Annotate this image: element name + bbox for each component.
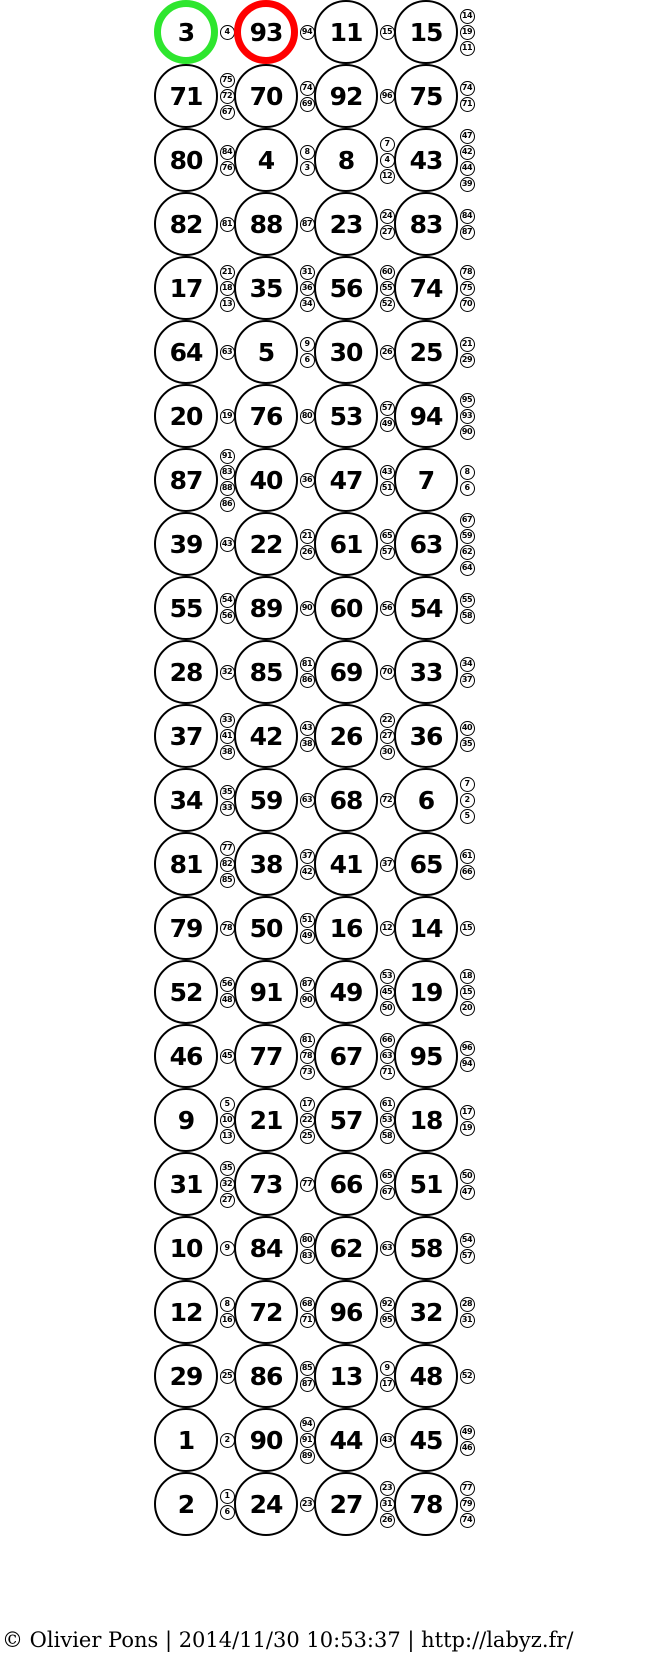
number-cell[interactable]: 85 (234, 640, 298, 704)
hint-number: 85 (300, 1361, 315, 1376)
number-cell[interactable]: 46 (154, 1024, 218, 1088)
hint-number: 23 (380, 1481, 395, 1496)
number-cell[interactable]: 15 (394, 0, 458, 64)
number-cell[interactable]: 6 (394, 768, 458, 832)
hint-number: 35 (220, 785, 235, 800)
hint-number: 70 (380, 665, 395, 680)
number-cell[interactable]: 74 (394, 256, 458, 320)
hint-number: 85 (220, 873, 235, 888)
hint-number: 62 (460, 545, 475, 560)
hint-number: 67 (380, 1185, 395, 1200)
hint-number: 79 (460, 1497, 475, 1512)
hint-number: 13 (220, 1129, 235, 1144)
number-cell[interactable]: 10 (154, 1216, 218, 1280)
hint-number: 88 (220, 481, 235, 496)
hint-number: 37 (380, 857, 395, 872)
hint-number: 35 (220, 1161, 235, 1176)
hint-number: 44 (460, 161, 475, 176)
number-cell[interactable]: 84 (234, 1216, 298, 1280)
hint-number: 73 (300, 1065, 315, 1080)
number-cell[interactable]: 82 (154, 192, 218, 256)
hint-number: 93 (460, 409, 475, 424)
hint-number: 11 (460, 41, 475, 56)
hint-number: 31 (380, 1497, 395, 1512)
number-cell[interactable]: 52 (154, 960, 218, 1024)
number-cell[interactable]: 47 (314, 448, 378, 512)
hint-number: 56 (380, 601, 395, 616)
hint-number: 28 (460, 1297, 475, 1312)
number-cell[interactable]: 64 (154, 320, 218, 384)
number-cell[interactable]: 4 (234, 128, 298, 192)
hint-number: 34 (460, 657, 475, 672)
hint-number: 77 (460, 1481, 475, 1496)
hint-number: 20 (460, 1001, 475, 1016)
number-cell[interactable]: 32 (394, 1280, 458, 1344)
hint-number: 6 (220, 1505, 235, 1520)
number-cell[interactable]: 9 (154, 1088, 218, 1152)
number-cell[interactable]: 78 (394, 1472, 458, 1536)
hint-number: 52 (460, 1369, 475, 1384)
hint-number: 38 (220, 745, 235, 760)
number-cell[interactable]: 79 (154, 896, 218, 960)
hint-number: 3 (300, 161, 315, 176)
number-cell[interactable]: 33 (394, 640, 458, 704)
hint-number: 94 (460, 1057, 475, 1072)
hint-number: 47 (460, 129, 475, 144)
hint-number: 31 (460, 1313, 475, 1328)
hint-number: 22 (380, 713, 395, 728)
hint-number: 67 (220, 105, 235, 120)
hint-number: 78 (460, 265, 475, 280)
hint-number: 50 (460, 1169, 475, 1184)
number-cell[interactable]: 89 (234, 576, 298, 640)
hint-number: 42 (460, 145, 475, 160)
number-cell[interactable]: 83 (394, 192, 458, 256)
hint-number: 7 (460, 777, 475, 792)
hint-number: 43 (220, 537, 235, 552)
hint-number: 90 (300, 601, 315, 616)
hint-number: 22 (300, 1113, 315, 1128)
number-cell[interactable]: 88 (234, 192, 298, 256)
number-cell[interactable]: 19 (394, 960, 458, 1024)
hint-number: 25 (220, 1369, 235, 1384)
hint-number: 56 (220, 609, 235, 624)
number-cell[interactable]: 49 (314, 960, 378, 1024)
hint-number: 63 (380, 1049, 395, 1064)
number-cell[interactable]: 16 (314, 896, 378, 960)
hint-number: 87 (300, 977, 315, 992)
number-cell[interactable]: 90 (234, 1408, 298, 1472)
hint-number: 66 (460, 865, 475, 880)
hint-number: 35 (460, 737, 475, 752)
number-cell[interactable]: 25 (394, 320, 458, 384)
number-cell[interactable]: 45 (394, 1408, 458, 1472)
hint-number: 27 (220, 1193, 235, 1208)
hint-number: 43 (300, 721, 315, 736)
number-cell[interactable]: 58 (394, 1216, 458, 1280)
hint-number: 26 (300, 545, 315, 560)
hint-number: 90 (460, 425, 475, 440)
hint-number: 16 (220, 1313, 235, 1328)
number-cell[interactable]: 36 (394, 704, 458, 768)
hint-number: 51 (380, 481, 395, 496)
hint-number: 26 (380, 345, 395, 360)
hint-number: 57 (460, 1249, 475, 1264)
number-cell[interactable]: 26 (314, 704, 378, 768)
hint-number: 87 (300, 1377, 315, 1392)
hint-number: 25 (300, 1129, 315, 1144)
hint-number: 5 (460, 809, 475, 824)
number-cell[interactable]: 54 (394, 576, 458, 640)
hint-number: 87 (460, 225, 475, 240)
hint-number: 74 (460, 1513, 475, 1528)
hint-number: 96 (380, 89, 395, 104)
hint-number: 77 (300, 1177, 315, 1192)
hint-number: 45 (380, 985, 395, 1000)
number-cell[interactable]: 2 (154, 1472, 218, 1536)
hint-number: 32 (220, 1177, 235, 1192)
hint-number: 19 (460, 25, 475, 40)
number-cell[interactable]: 22 (234, 512, 298, 576)
hint-number: 94 (300, 25, 315, 40)
hint-number: 6 (300, 353, 315, 368)
hint-number: 77 (220, 841, 235, 856)
number-cell[interactable]: 1 (154, 1408, 218, 1472)
number-cell[interactable]: 55 (154, 576, 218, 640)
hint-number: 78 (300, 1049, 315, 1064)
number-cell[interactable]: 5 (234, 320, 298, 384)
number-cell[interactable]: 21 (234, 1088, 298, 1152)
hint-number: 29 (460, 353, 475, 368)
number-cell[interactable]: 11 (314, 0, 378, 64)
hint-number: 84 (460, 209, 475, 224)
number-cell[interactable]: 12 (154, 1280, 218, 1344)
hint-number: 58 (460, 609, 475, 624)
hint-number: 15 (460, 921, 475, 936)
hint-number: 27 (380, 225, 395, 240)
number-cell[interactable]: 13 (314, 1344, 378, 1408)
hint-number: 53 (380, 1113, 395, 1128)
hint-number: 34 (300, 297, 315, 312)
hint-number: 8 (300, 145, 315, 160)
number-cell[interactable]: 39 (154, 512, 218, 576)
hint-number: 53 (380, 969, 395, 984)
number-cell[interactable]: 61 (314, 512, 378, 576)
hint-number: 57 (380, 545, 395, 560)
number-cell[interactable]: 71 (154, 64, 218, 128)
number-cell[interactable]: 8 (314, 128, 378, 192)
hint-number: 63 (220, 345, 235, 360)
hint-number: 30 (380, 745, 395, 760)
hint-number: 57 (380, 401, 395, 416)
hint-number: 86 (300, 673, 315, 688)
hint-number: 74 (300, 81, 315, 96)
hint-number: 78 (220, 921, 235, 936)
hint-number: 81 (220, 217, 235, 232)
hint-number: 75 (460, 281, 475, 296)
goal-cell[interactable]: 93 (234, 0, 298, 64)
hint-number: 49 (300, 929, 315, 944)
hint-number: 96 (460, 1041, 475, 1056)
hint-number: 21 (300, 529, 315, 544)
footer-credit: © Olivier Pons | 2014/11/30 10:53:37 | http://labyz.fr/ (2, 1628, 574, 1652)
number-cell[interactable]: 42 (234, 704, 298, 768)
hint-number: 76 (220, 161, 235, 176)
hint-number: 21 (220, 265, 235, 280)
number-cell[interactable]: 34 (154, 768, 218, 832)
number-cell[interactable]: 95 (394, 1024, 458, 1088)
hint-number: 90 (300, 993, 315, 1008)
hint-number: 19 (460, 1121, 475, 1136)
hint-number: 81 (300, 657, 315, 672)
number-cell[interactable]: 87 (154, 448, 218, 512)
number-cell[interactable]: 38 (234, 832, 298, 896)
hint-number: 39 (460, 177, 475, 192)
hint-number: 15 (460, 985, 475, 1000)
number-cell[interactable]: 57 (314, 1088, 378, 1152)
hint-number: 69 (300, 97, 315, 112)
hint-number: 75 (220, 73, 235, 88)
hint-number: 10 (220, 1113, 235, 1128)
hint-number: 19 (220, 409, 235, 424)
hint-number: 67 (460, 513, 475, 528)
number-cell[interactable]: 86 (234, 1344, 298, 1408)
number-cell[interactable]: 41 (314, 832, 378, 896)
hint-number: 7 (380, 137, 395, 152)
hint-number: 24 (380, 209, 395, 224)
hint-number: 21 (460, 337, 475, 352)
hint-number: 94 (300, 1417, 315, 1432)
hint-number: 89 (300, 1449, 315, 1464)
hint-number: 63 (380, 1241, 395, 1256)
hint-number: 71 (460, 97, 475, 112)
hint-number: 56 (220, 977, 235, 992)
number-cell[interactable]: 27 (314, 1472, 378, 1536)
number-cell[interactable]: 63 (394, 512, 458, 576)
number-cell[interactable]: 60 (314, 576, 378, 640)
hint-number: 8 (460, 465, 475, 480)
hint-number: 36 (300, 473, 315, 488)
number-cell[interactable]: 81 (154, 832, 218, 896)
hint-number: 37 (460, 673, 475, 688)
hint-number: 2 (460, 793, 475, 808)
number-cell[interactable]: 23 (314, 192, 378, 256)
number-cell[interactable]: 30 (314, 320, 378, 384)
hint-number: 71 (300, 1313, 315, 1328)
hint-number: 92 (380, 1297, 395, 1312)
hint-number: 32 (220, 665, 235, 680)
hint-number: 82 (220, 857, 235, 872)
hint-number: 5 (220, 1097, 235, 1112)
number-cell[interactable]: 94 (394, 384, 458, 448)
number-cell[interactable]: 67 (314, 1024, 378, 1088)
number-cell[interactable]: 20 (154, 384, 218, 448)
hint-number: 23 (300, 1497, 315, 1512)
hint-number: 41 (220, 729, 235, 744)
hint-number: 26 (380, 1513, 395, 1528)
hint-number: 43 (380, 1433, 395, 1448)
hint-number: 55 (460, 593, 475, 608)
hint-number: 49 (460, 1425, 475, 1440)
number-cell[interactable]: 29 (154, 1344, 218, 1408)
number-cell[interactable]: 70 (234, 64, 298, 128)
number-cell[interactable]: 14 (394, 896, 458, 960)
hint-number: 83 (300, 1249, 315, 1264)
number-cell[interactable]: 53 (314, 384, 378, 448)
hint-number: 60 (380, 265, 395, 280)
number-cell[interactable]: 35 (234, 256, 298, 320)
hint-number: 43 (380, 465, 395, 480)
hint-number: 68 (300, 1297, 315, 1312)
hint-number: 18 (220, 281, 235, 296)
number-cell[interactable]: 76 (234, 384, 298, 448)
hint-number: 14 (460, 9, 475, 24)
hint-number: 91 (220, 449, 235, 464)
hint-number: 9 (220, 1241, 235, 1256)
hint-number: 17 (380, 1377, 395, 1392)
hint-number: 4 (380, 153, 395, 168)
hint-number: 15 (380, 25, 395, 40)
hint-number: 50 (380, 1001, 395, 1016)
hint-number: 65 (380, 529, 395, 544)
hint-number: 95 (380, 1313, 395, 1328)
number-cell[interactable]: 24 (234, 1472, 298, 1536)
number-cell[interactable]: 18 (394, 1088, 458, 1152)
hint-number: 91 (300, 1433, 315, 1448)
hint-number: 33 (220, 801, 235, 816)
hint-number: 71 (380, 1065, 395, 1080)
number-cell[interactable]: 80 (154, 128, 218, 192)
hint-number: 46 (460, 1441, 475, 1456)
hint-number: 4 (220, 25, 235, 40)
hint-number: 31 (300, 265, 315, 280)
hint-number: 66 (380, 1033, 395, 1048)
hint-number: 27 (380, 729, 395, 744)
start-cell[interactable]: 3 (154, 0, 218, 64)
hint-number: 17 (300, 1097, 315, 1112)
number-cell[interactable]: 51 (394, 1152, 458, 1216)
number-cell[interactable]: 59 (234, 768, 298, 832)
hint-number: 70 (460, 297, 475, 312)
number-cell[interactable]: 92 (314, 64, 378, 128)
hint-number: 72 (380, 793, 395, 808)
hint-number: 61 (460, 849, 475, 864)
number-cell[interactable]: 48 (394, 1344, 458, 1408)
number-cell[interactable]: 40 (234, 448, 298, 512)
hint-number: 59 (460, 529, 475, 544)
hint-number: 48 (220, 993, 235, 1008)
hint-number: 95 (460, 393, 475, 408)
hint-number: 84 (220, 145, 235, 160)
hint-number: 42 (300, 865, 315, 880)
hint-number: 49 (380, 417, 395, 432)
number-cell[interactable]: 96 (314, 1280, 378, 1344)
hint-number: 80 (300, 409, 315, 424)
hint-number: 55 (380, 281, 395, 296)
number-cell[interactable]: 69 (314, 640, 378, 704)
number-cell[interactable]: 28 (154, 640, 218, 704)
hint-number: 65 (380, 1169, 395, 1184)
hint-number: 83 (220, 465, 235, 480)
hint-number: 40 (460, 721, 475, 736)
number-cell[interactable]: 73 (234, 1152, 298, 1216)
number-cell[interactable]: 37 (154, 704, 218, 768)
hint-number: 58 (380, 1129, 395, 1144)
hint-number: 54 (460, 1233, 475, 1248)
hint-number: 61 (380, 1097, 395, 1112)
hint-number: 52 (380, 297, 395, 312)
hint-number: 81 (300, 1033, 315, 1048)
hint-number: 6 (460, 481, 475, 496)
number-cell[interactable]: 66 (314, 1152, 378, 1216)
hint-number: 12 (380, 169, 395, 184)
hint-number: 8 (220, 1297, 235, 1312)
hint-number: 45 (220, 1049, 235, 1064)
number-cell[interactable]: 72 (234, 1280, 298, 1344)
hint-number: 12 (380, 921, 395, 936)
hint-number: 54 (220, 593, 235, 608)
number-cell[interactable]: 43 (394, 128, 458, 192)
hint-number: 17 (460, 1105, 475, 1120)
number-cell[interactable]: 56 (314, 256, 378, 320)
number-cell[interactable]: 7 (394, 448, 458, 512)
hint-number: 86 (220, 497, 235, 512)
hint-number: 47 (460, 1185, 475, 1200)
number-cell[interactable]: 17 (154, 256, 218, 320)
hint-number: 63 (300, 793, 315, 808)
hint-number: 2 (220, 1433, 235, 1448)
hint-number: 9 (300, 337, 315, 352)
hint-number: 38 (300, 737, 315, 752)
hint-number: 33 (220, 713, 235, 728)
hint-number: 74 (460, 81, 475, 96)
hint-number: 72 (220, 89, 235, 104)
hint-number: 18 (460, 969, 475, 984)
number-cell[interactable]: 75 (394, 64, 458, 128)
number-cell[interactable]: 50 (234, 896, 298, 960)
number-cell[interactable]: 68 (314, 768, 378, 832)
hint-number: 37 (300, 849, 315, 864)
number-cell[interactable]: 62 (314, 1216, 378, 1280)
hint-number: 51 (300, 913, 315, 928)
number-cell[interactable]: 44 (314, 1408, 378, 1472)
number-cell[interactable]: 31 (154, 1152, 218, 1216)
hint-number: 13 (220, 297, 235, 312)
number-cell[interactable]: 65 (394, 832, 458, 896)
hint-number: 1 (220, 1489, 235, 1504)
hint-number: 9 (380, 1361, 395, 1376)
hint-number: 36 (300, 281, 315, 296)
hint-number: 87 (300, 217, 315, 232)
number-cell[interactable]: 77 (234, 1024, 298, 1088)
hint-number: 64 (460, 561, 475, 576)
hint-number: 80 (300, 1233, 315, 1248)
number-cell[interactable]: 91 (234, 960, 298, 1024)
